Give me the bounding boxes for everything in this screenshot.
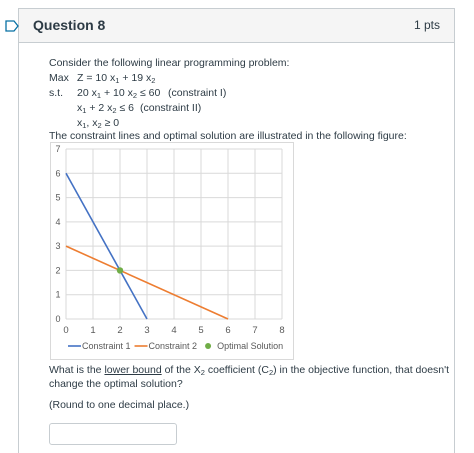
question-points: 1 pts bbox=[413, 18, 440, 32]
bookmark-flag-icon[interactable] bbox=[5, 20, 19, 32]
y-tick-label: 6 bbox=[55, 168, 61, 179]
x-tick-label: 5 bbox=[198, 325, 204, 336]
x-tick-label: 0 bbox=[63, 325, 69, 336]
intro-text: Consider the following linear programming problem: bbox=[49, 57, 290, 69]
x-tick-label: 8 bbox=[279, 325, 285, 336]
question-prompt-line2: change the optimal solution? bbox=[49, 378, 183, 390]
figure-caption: The constraint lines and optimal solution are illustrated in the following figure: bbox=[49, 130, 407, 142]
x-tick-label: 4 bbox=[171, 325, 177, 336]
x-tick-label: 1 bbox=[90, 325, 96, 336]
constraint-2-expr: $x_1 + 2$ $x_2 \le 6$ bbox=[77, 102, 135, 115]
y-tick-label: 0 bbox=[55, 314, 61, 324]
objective-function: Z = 10 $x_1 + 19$ $x_2$ bbox=[77, 72, 156, 85]
x-tick-label: 7 bbox=[252, 325, 258, 336]
answer-input[interactable] bbox=[49, 423, 177, 445]
y-tick-label: 7 bbox=[55, 144, 61, 154]
y-tick-label: 5 bbox=[55, 192, 61, 203]
constraint-1-expr: 20 $x_1 + 10$ $x_2 \le 60$ bbox=[77, 87, 161, 100]
nonnegativity: $x_1$, $x_2 \ge 0$ bbox=[77, 117, 120, 130]
question-title: Question 8 bbox=[33, 17, 106, 33]
x-tick-label: 6 bbox=[225, 325, 231, 336]
y-tick-label: 3 bbox=[55, 241, 61, 252]
optimal-solution-point bbox=[117, 267, 123, 273]
constraint-2-label: (constraint II) bbox=[140, 102, 202, 114]
st-label: s.t. bbox=[49, 87, 64, 99]
legend-swatch-point bbox=[205, 343, 211, 349]
chart-legend bbox=[68, 341, 283, 351]
lp-chart bbox=[50, 142, 294, 360]
legend-label: Constraint 1 bbox=[82, 341, 131, 351]
y-tick-label: 2 bbox=[55, 265, 61, 276]
legend-label: Constraint 2 bbox=[148, 341, 198, 351]
constraint-1-label: (constraint I) bbox=[168, 87, 227, 99]
lower-bound-emphasis: lower bound bbox=[104, 364, 162, 376]
y-tick-label: 1 bbox=[55, 289, 61, 300]
max-label: Max bbox=[49, 72, 69, 84]
x-tick-label: 3 bbox=[144, 325, 150, 336]
rounding-instruction: (Round to one decimal place.) bbox=[49, 399, 190, 411]
question-header bbox=[19, 9, 454, 43]
y-tick-label: 4 bbox=[55, 216, 61, 227]
question-prompt-line1: What is the lower bound of the $X_2$ coefficient $(C_2)$ in the objective function, that doesn't bbox=[49, 364, 450, 377]
legend-label: Optimal Solution bbox=[217, 341, 284, 351]
x-tick-label: 2 bbox=[117, 325, 123, 336]
